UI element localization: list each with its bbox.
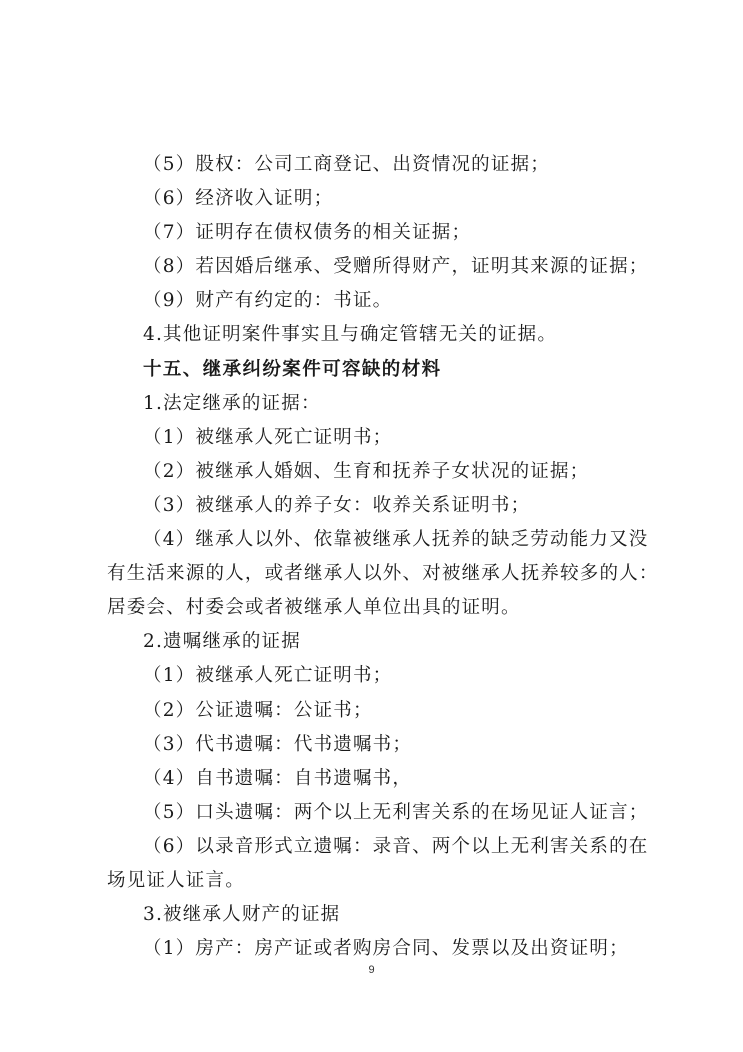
- text-line: （7）证明存在债权债务的相关证据；: [143, 222, 472, 244]
- text-line: （6）经济收入证明；: [143, 188, 334, 210]
- section-heading: 十五、继承纠纷案件可容缺的材料: [143, 358, 442, 380]
- text-line: 居委会、村委会或者被继承人单位出具的证明。: [107, 597, 521, 619]
- document-body: [107, 148, 659, 966]
- text-line: （2）被继承人婚姻、生育和抚养子女状况的证据；: [143, 460, 590, 482]
- text-line: （4）继承人以外、依靠被继承人抚养的缺乏劳动能力又没: [143, 529, 649, 551]
- text-line: （1）房产：房产证或者购房合同、发票以及出资证明；: [143, 938, 629, 960]
- text-line: 场见证人证言。: [107, 869, 245, 891]
- text-line: （9）财产有约定的：书证。: [143, 290, 393, 312]
- text-line: （8）若因婚后继承、受赠所得财产，证明其来源的证据；: [143, 256, 649, 278]
- text-line: （2）公证遗嘱：公证书；: [143, 699, 373, 721]
- text-line: （1）被继承人死亡证明书；: [143, 665, 393, 687]
- text-line: （1）被继承人死亡证明书；: [143, 426, 393, 448]
- text-line: （5）股权：公司工商登记、出资情况的证据；: [143, 154, 550, 175]
- text-line: （3）被继承人的养子女：收养关系证明书；: [143, 494, 531, 516]
- text-line: 4.其他证明案件事实且与确定管辖无关的证据。: [143, 324, 558, 346]
- text-line: 3.被继承人财产的证据: [143, 904, 341, 926]
- text-line: （6）以录音形式立遗嘱：录音、两个以上无利害关系的在: [143, 835, 649, 857]
- text-line: （4）自书遗嘱：自书遗嘱书，: [143, 767, 413, 789]
- text-line: 2.遗嘱继承的证据: [143, 631, 301, 653]
- text-line: 1.法定继承的证据：: [143, 392, 321, 414]
- text-line: （5）口头遗嘱：两个以上无利害关系的在场见证人证言；: [143, 801, 649, 823]
- text-line: 有生活来源的人，或者继承人以外、对被继承人抚养较多的人：: [107, 563, 659, 585]
- text-line: （3）代书遗嘱：代书遗嘱书；: [143, 733, 413, 755]
- page-number: 9: [368, 964, 375, 976]
